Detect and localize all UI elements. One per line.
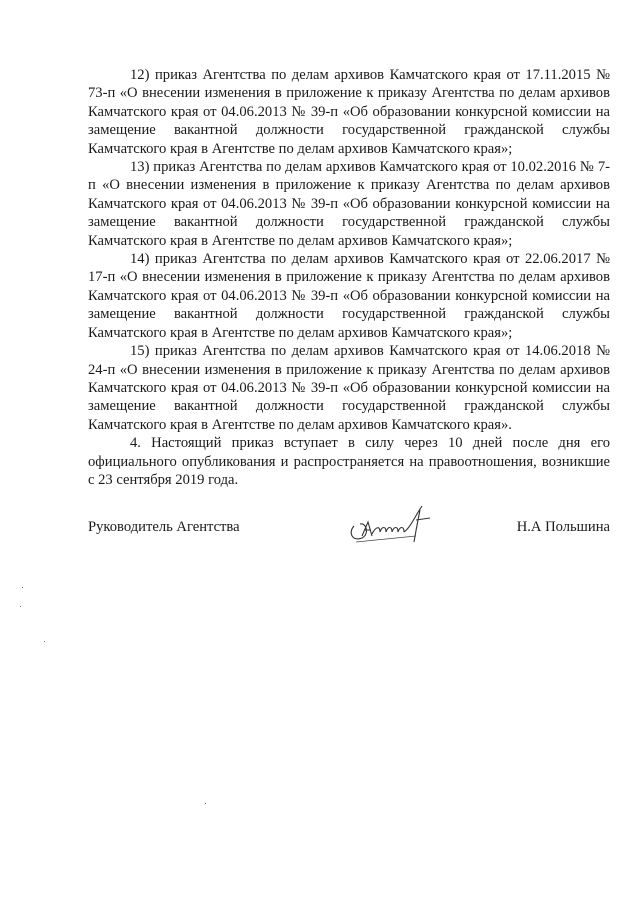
signatory-position: Руководитель Агентства [88,519,240,535]
scan-artifact [205,803,206,804]
scan-artifact [22,587,23,588]
document-body [88,66,610,489]
list-item-15: 15) приказ Агентства по делам архивов Камчатского края от 14.06.2018 № 24-п «О внесении изменения в приложение к приказу Агентства по делам архивов Камчатского края от 04.06.2013 № 39-п «Об образовании конкурсной комиссии на замещение вакантной должности государственной гражданской службы Камчатского края в Агентстве по делам архивов Камчатского края». [88,343,610,433]
handwritten-signature [346,498,446,548]
clause-4: 4. Настоящий приказ вступает в силу через 10 дней после дня его официального опубликования и распространяется на правоотношения, возникшие с 23 сентября 2019 года. [88,435,610,488]
list-item-13: 13) приказ Агентства по делам архивов Камчатского края от 10.02.2016 № 7-п «О внесении изменения в приложение к приказу Агентства по делам архивов Камчатского края от 04.06.2013 № 39-п «Об образовании конкурсной комиссии на замещение вакантной должности государственной гражданской службы Камчатского края в Агентстве по делам архивов Камчатского края»; [88,159,610,249]
list-item-12: 12) приказ Агентства по делам архивов Камчатского края от 17.11.2015 № 73-п «О внесении изменения в приложение к приказу Агентства по делам архивов Камчатского края от 04.06.2013 № 39-п «Об образовании конкурсной комиссии на замещение вакантной должности государственной гражданской службы Камчатского края в Агентстве по делам архивов Камчатского края»; [88,67,610,157]
scan-artifact [44,641,45,642]
list-item-14: 14) приказ Агентства по делам архивов Камчатского края от 22.06.2017 № 17-п «О внесении изменения в приложение к приказу Агентства по делам архивов Камчатского края от 04.06.2013 № 39-п «Об образовании конкурсной комиссии на замещение вакантной должности государственной гражданской службы Камчатского края в Агентстве по делам архивов Камчатского края»; [88,251,610,341]
signature-block [88,514,610,554]
signatory-name: Н.А Польшина [516,519,610,535]
scan-artifact [20,606,21,607]
